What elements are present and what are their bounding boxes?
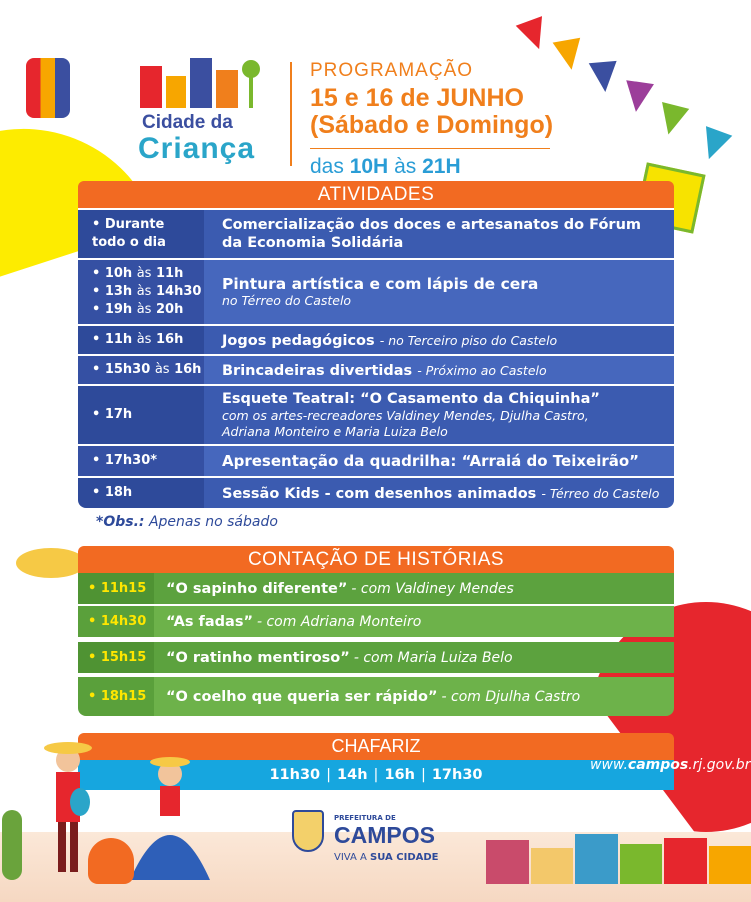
- table-row: • 15h15 “O ratinho mentiroso” - com Maria Luiza Belo: [78, 642, 674, 673]
- colonial-houses-decoration: [486, 824, 751, 884]
- bunting-flag-icon: [516, 16, 553, 54]
- poster: Cidade da Criança PROGRAMAÇÃO 15 e 16 de JUNHO (Sábado e Domingo) das 10H às 21H ATIVIDADES • Durante todo o dia Comercialização dos doces e artesanatos do Fórum da Economia Solidária • 10h às 11h • 13h às 14h30 • 19h às 20h Pintura artística e com lápis de cera no Térreo do Castelo • 11h às 16h Jogos pedagógicos - no Terceiro piso do Castelo • 15h30 às 16h Brincadeiras divertidas - Próximo ao Castelo • 17h Esquete Teatral: “O Casamento da Chiquinha” com os artes-recreadores Valdiney Mendes, Djulha Castro, Adriana Monteiro e Maria Luiza Belo • 17h30* Apresentação da quadrilha: “Arraiá do Teixeirão” • 18h Sessão Kids - com desenhos animados - Térreo do Castelo *Obs.: Apenas no sábado CONTAÇÃO DE HISTÓRIAS • 11h15 “O sapinho diferente” - com Valdiney Mendes • 14h30 “As fadas” - com Adriana Monteiro • 15h15 “O ratinho mentiroso” - com Maria Luiza Belo • 18h15 “O coelho que queria ser rápido” - com Djulha Castro CHAFARIZ 11h30 | 14h | 16h | 17h30 www.campos.rj.gov.br PREFEITURA DE CAMPOS VIVA A SUA CIDADE: [0, 0, 751, 902]
- contacao-table: [78, 573, 674, 716]
- chafariz-heading: CHAFARIZ: [78, 733, 674, 760]
- logo-line2: Criança: [138, 132, 256, 165]
- website-link[interactable]: www.campos.rj.gov.br: [590, 757, 751, 773]
- bunting-flag-icon: [589, 61, 620, 93]
- observation-note: *Obs.: Apenas no sábado: [96, 514, 278, 530]
- event-days: (Sábado e Domingo): [310, 111, 554, 139]
- event-hours: das 10H às 21H: [310, 155, 461, 178]
- chafariz-times: 11h30 | 14h | 16h | 17h30: [78, 760, 674, 790]
- bunting-flag-icon: [655, 102, 689, 138]
- cidade-da-crianca-logo: [138, 38, 268, 163]
- lantern-icon: [26, 58, 70, 118]
- table-row: • 17h Esquete Teatral: “O Casamento da Chiquinha” com os artes-recreadores Valdiney Mendes, Djulha Castro, Adriana Monteiro e Maria Luiza Belo: [78, 386, 674, 444]
- table-row: • 17h30* Apresentação da quadrilha: “Arraiá do Teixeirão”: [78, 446, 674, 476]
- programacao-label: PROGRAMAÇÃO: [310, 60, 474, 81]
- table-row: • 14h30 “As fadas” - com Adriana Monteiro: [78, 606, 674, 637]
- table-row: • 10h às 11h • 13h às 14h30 • 19h às 20h Pintura artística e com lápis de cera no Térreo do Castelo: [78, 260, 674, 324]
- bunting-flag-icon: [696, 126, 733, 164]
- straw-hat-icon: [16, 548, 86, 578]
- table-row: • Durante todo o dia Comercialização dos doces e artesanatos do Fórum da Economia Solidária: [78, 210, 674, 258]
- table-row: • 18h15 “O coelho que queria ser rápido” - com Djulha Castro: [78, 677, 674, 716]
- castle-icon: [138, 38, 268, 108]
- table-row: • 18h Sessão Kids - com desenhos animados - Térreo do Castelo: [78, 478, 674, 508]
- table-row: • 11h15 “O sapinho diferente” - com Valdiney Mendes: [78, 573, 674, 604]
- logo-line1: Cidade da: [142, 112, 233, 133]
- bunting-flag-icon: [622, 80, 654, 114]
- program-header: [310, 60, 553, 179]
- bonfire-icon: [88, 838, 134, 884]
- header-divider: [290, 62, 292, 166]
- bunting-flag-icon: [553, 38, 586, 72]
- cactus-icon: [2, 810, 22, 880]
- event-dates: 15 e 16 de JUNHO: [310, 84, 524, 112]
- table-row: • 11h às 16h Jogos pedagógicos - no Terceiro piso do Castelo: [78, 326, 674, 354]
- city-crest-icon: [292, 810, 324, 852]
- atividades-table: [78, 208, 674, 508]
- table-row: • 15h30 às 16h Brincadeiras divertidas - Próximo ao Castelo: [78, 356, 674, 384]
- contacao-heading: CONTAÇÃO DE HISTÓRIAS: [78, 546, 674, 574]
- atividades-heading: ATIVIDADES: [78, 181, 674, 209]
